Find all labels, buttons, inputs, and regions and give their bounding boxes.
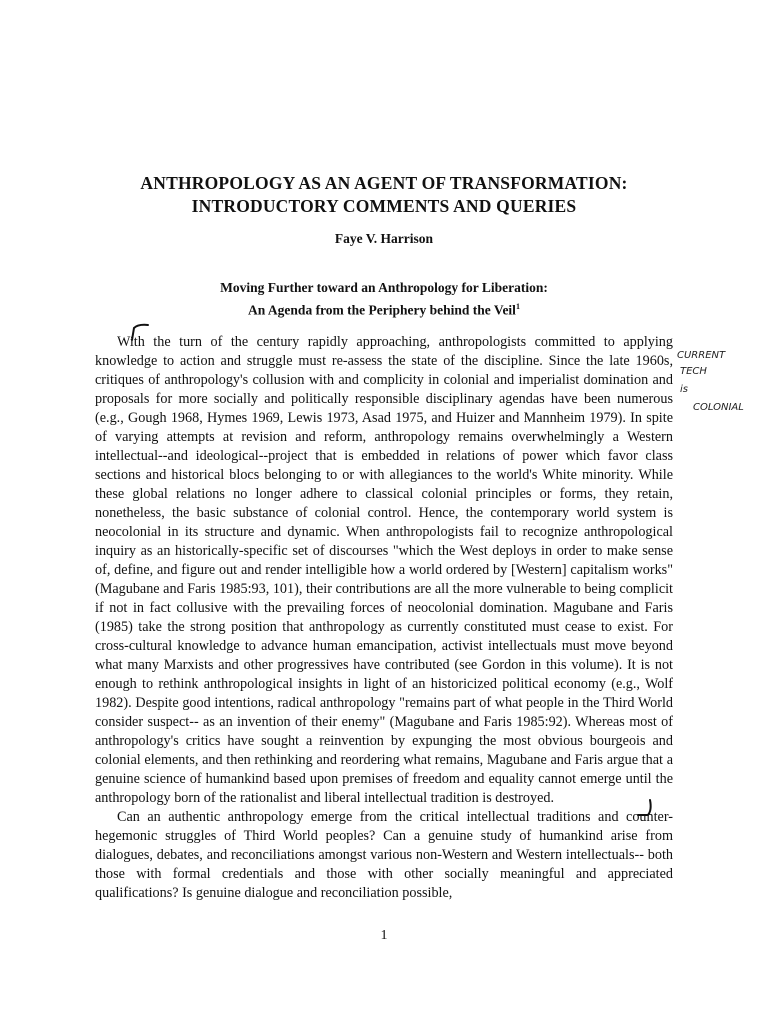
footnote-mark: 1 <box>515 302 520 311</box>
margin-note-is: is <box>680 384 688 395</box>
title-line-2: INTRODUCTORY COMMENTS AND QUERIES <box>191 196 577 216</box>
title-line-1: ANTHROPOLOGY AS AN AGENT OF TRANSFORMATION: <box>140 173 628 193</box>
paper-title <box>0 172 768 218</box>
paragraph-1: With the turn of the century rapidly approaching, anthropologists committed to applying knowledge to action and struggle must re-assess the state of the discipline. Since the late 1960s, critiques of anthropology's collusion with and complicity in colonial and imperialist domination and proposals for more socially and politically responsible disciplinary agendas have been numerous (e.g., Gough 1968, Hymes 1969, Lewis 1973, Asad 1975, and Huizer and Mannheim 1979). In spite of varying attempts at revision and reform, anthropology remains overwhelmingly a Western intellectual--and ideological--project that is embedded in relations of power which favor class sections and historical blocs belonging to or with allegiances to the world's White minority. While these global relations no longer adhere to classical colonial principles or forms, they retain, nonetheless, the basic substance of colonial control. Hence, the contemporary world system is neocolonial in its structure and dynamic. When anthropologists fail to recognize anthropological inquiry as an historically-specific set of discourses "which the West deploys in order to make sense of, define, and figure out and render intelligible how a world ordered by [Western] capitalism works" (Magubane and Faris 1985:93, 101), their contributions are all the more vulnerable to being complicit if not in fact collusive with the prevailing forces of neocolonial domination. Magubane and Faris (1985) take the strong position that anthropology as currently constituted must cease to exist. For cross-cultural knowledge to advance human emancipation, activist intellectuals must move beyond what many Marxists and other progressives have contributed (see Gordon in this volume). It is not enough to rethink anthropological insights in light of an historicized political economy (e.g., Wolf 1982). Despite good intentions, radical anthropology "remains part of what people in the Third World consider suspect-- as an invention of their enemy" (Magubane and Faris 1985:92). Whereas most of anthropology's critics have sought a reinvention by expunging the most obvious bourgeois and colonial elements, and then rethinking and reordering what remains, Magubane and Faris argue that a genuine science of humankind based upon premises of freedom and equality cannot emerge until the anthropology born of the rationalist and liberal intellectual tradition is destroyed. <box>95 334 673 806</box>
paragraph-start-mark-icon <box>128 322 152 342</box>
subtitle-line-2 <box>0 297 768 320</box>
subtitle-line-1: Moving Further toward an Anthropology for Liberation: <box>220 280 548 295</box>
margin-note-tech: TECH <box>680 366 707 377</box>
paragraph-2: Can an authentic anthropology emerge from the critical intellectual traditions and counter-hegemonic struggles of Third World peoples? Can a genuine study of humankind arise from dialogues, debates, and reconciliations amongst various non-Western and Western intellectuals-- both those with formal credentials and those with other socially meaningful and appreciated qualifications? Is genuine dialogue and reconciliation possible, <box>95 809 673 901</box>
body-text <box>95 333 673 903</box>
author-name: Faye V. Harrison <box>334 231 434 246</box>
margin-note-current: CURRENT <box>677 350 726 361</box>
page-number: 1 <box>380 928 388 943</box>
margin-note-colonial: COLONIAL <box>693 402 744 413</box>
subtitle-line-2-text: An Agenda from the Periphery behind the Veil <box>248 302 516 318</box>
paragraph-end-mark-icon <box>636 796 660 818</box>
section-subtitle <box>0 278 768 320</box>
